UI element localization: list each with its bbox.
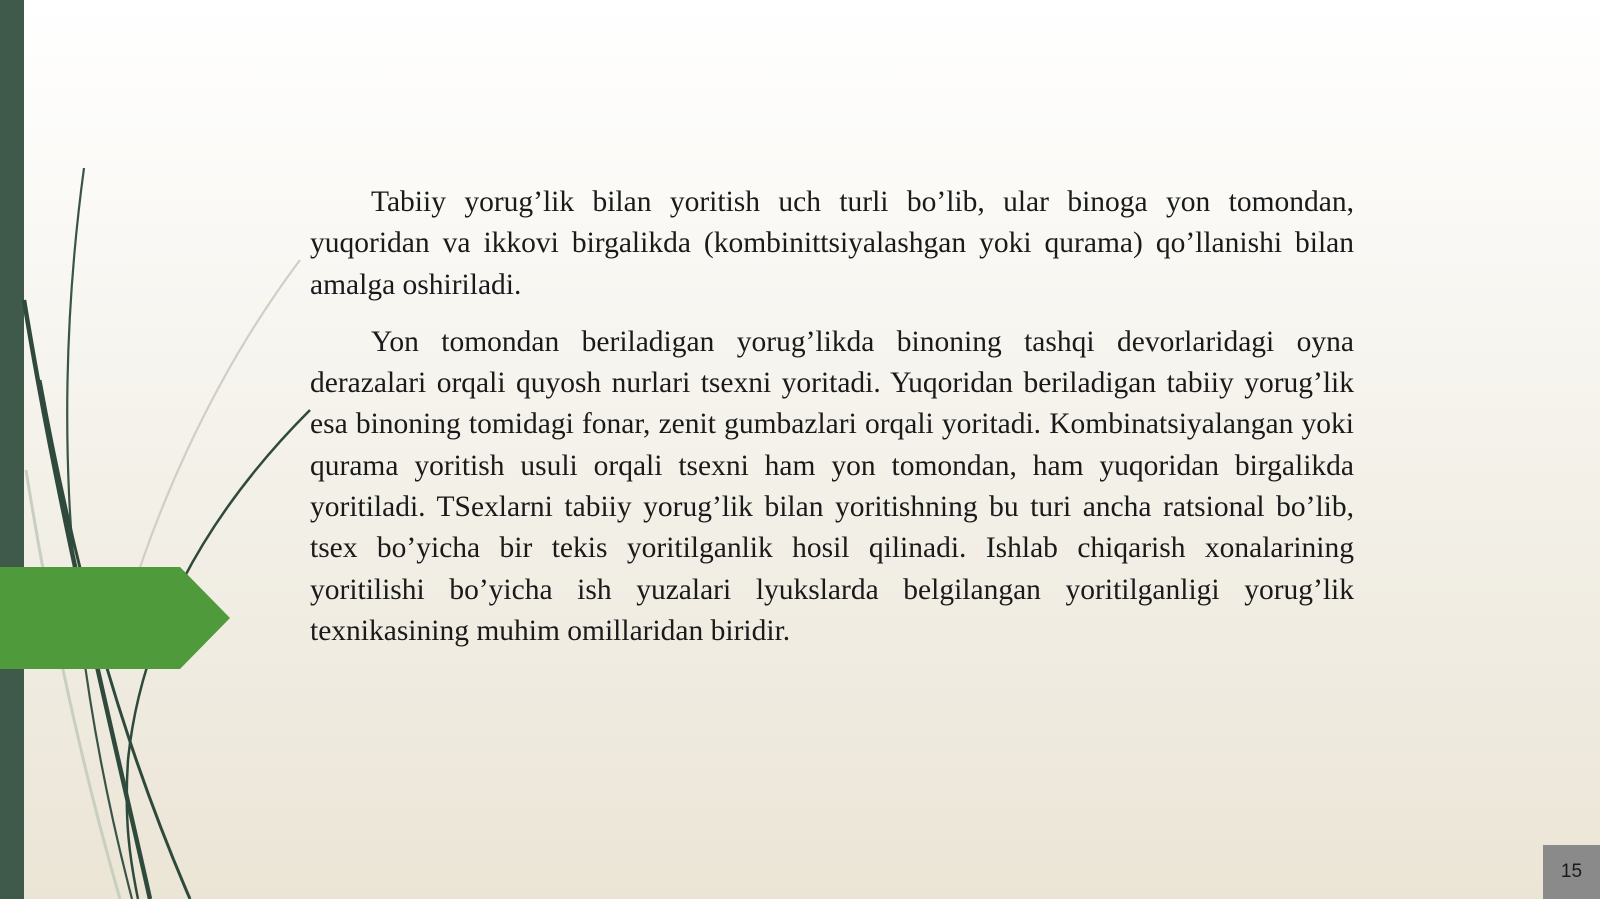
paragraph-2: Yon tomondan beriladigan yorug’likda binoning tashqi devorlaridagi oyna derazalari orqali quyosh nurlari tsexni yoritadi. Yuqoridan beriladigan tabiiy yorug’lik esa binoning tomidagi fonar, zenit gumbazlari orqali yoritadi. Kombinatsiyalangan yoki qurama yoritish usuli orqali tsexni ham yon tomondan, ham yuqoridan birgalikda yoritiladi. TSexlarni tabiiy yorug’lik bilan yoritishning bu turi ancha ratsional bo’lib, tsex bo’yicha bir tekis yoritilganlik hosil qilinadi. Ishlab chiqarish xonalarining yoritilishi bo’yicha ish yuzalari lyukslarda belgilangan yoritilganligi yorug’lik texnikasining muhim omillaridan biridir. — [310, 325, 1354, 647]
paragraph-1: Tabiiy yorug’lik bilan yoritish uch turli bo’lib, ular binoga yon tomondan, yuqoridan va ikkovi birgalikda (kombinittsiyalashgan yoki qurama) qo’llanishi bilan amalga oshiriladi. — [310, 186, 1354, 301]
green-arrow-tab — [0, 567, 230, 669]
page-number: 15 — [1543, 845, 1600, 899]
decorative-curves — [0, 0, 320, 899]
slide-body — [310, 182, 1354, 668]
